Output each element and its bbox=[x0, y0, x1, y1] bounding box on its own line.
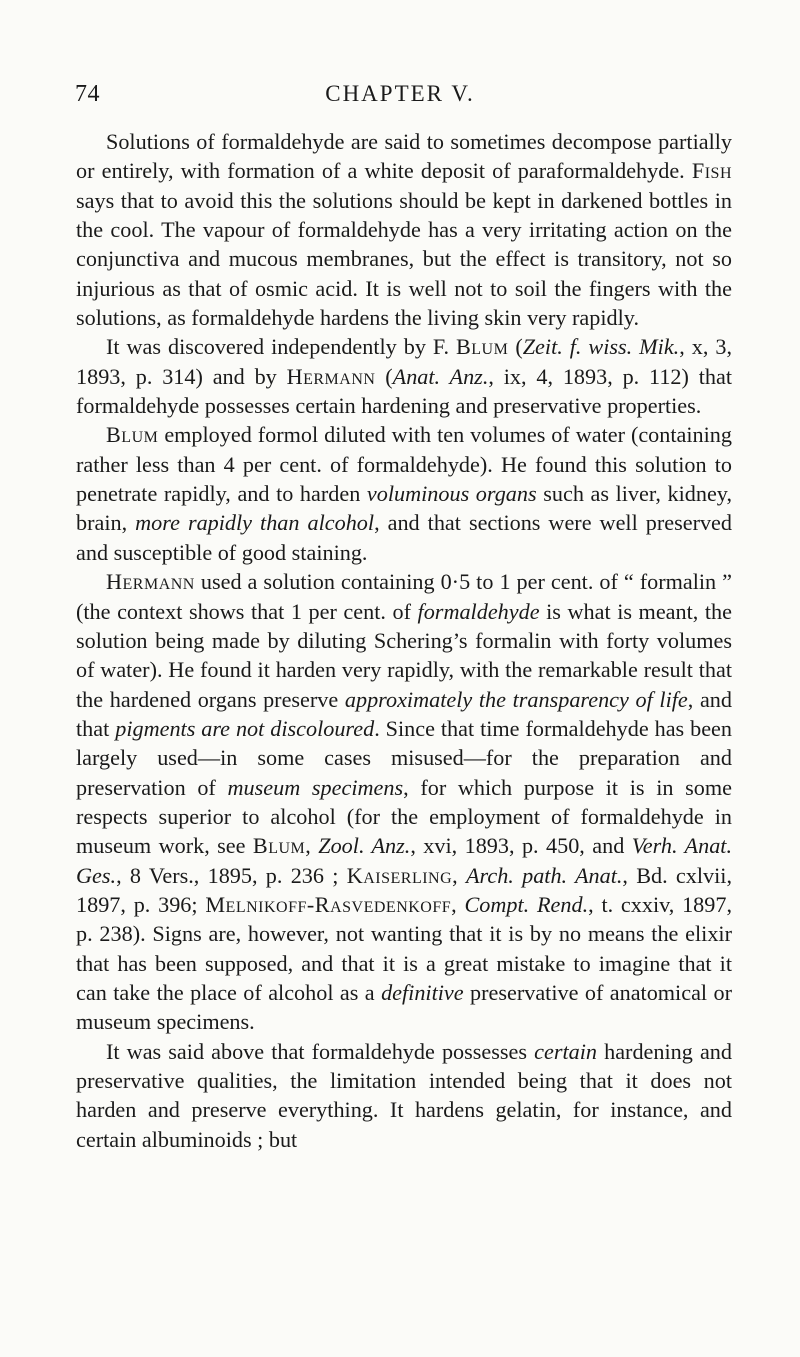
paragraph-1 bbox=[76, 127, 732, 332]
emphasis: more rapidly than alcohol bbox=[135, 510, 375, 536]
text-span: , x, 3, 1893, p. 314) and by bbox=[76, 334, 733, 389]
text-span: It was discovered independently by F. bbox=[106, 334, 456, 360]
emphasis: certain bbox=[534, 1038, 597, 1064]
author-name: Blum bbox=[455, 334, 509, 360]
text-span: such as liver, kidney, brain, bbox=[76, 481, 732, 536]
text-span: employed formol diluted with ten volumes of water (containing rather less than 4 per cent. of formaldehyde). He found this solution to penetrate rapidly, and to harden bbox=[76, 422, 732, 507]
paragraph-2 bbox=[76, 332, 732, 420]
journal-citation: Arch. path. Anat. bbox=[465, 862, 623, 888]
author-name: Blum bbox=[252, 833, 306, 859]
emphasis: voluminous organs bbox=[366, 481, 537, 507]
author-name: Fish bbox=[691, 158, 732, 184]
text-span: , bbox=[305, 833, 319, 859]
author-name: Hermann bbox=[106, 569, 195, 595]
text-span: Solutions of formaldehyde are said to sometimes decompose partially or entirely, with formation of a white deposit of paraformaldehyde. bbox=[76, 129, 732, 184]
journal-citation: Zeit. f. wiss. Mik. bbox=[522, 334, 680, 360]
paragraph-5 bbox=[76, 1037, 732, 1154]
running-head: CHAPTER V. bbox=[325, 81, 475, 106]
text-span: , bbox=[451, 891, 465, 917]
text-span: , and that bbox=[76, 686, 732, 741]
text-span: , 8 Vers., 1895, p. 236 ; bbox=[116, 862, 347, 888]
emphasis: museum specimens bbox=[227, 774, 404, 800]
text-span: , ix, 4, 1893, p. 112) that formaldehyde possesses certain hardening and preservative properties. bbox=[76, 363, 732, 419]
emphasis: pigments are not discoloured bbox=[115, 715, 375, 741]
text-span: preservative of anatomical or museum specimens. bbox=[76, 979, 732, 1035]
author-name: Blum bbox=[106, 422, 159, 448]
text-span: hardening and preservative qualities, the limitation intended being that it does not harden and preserve everything. It hardens gelatin, for instance, and certain albuminoids ; but bbox=[76, 1038, 732, 1152]
author-name: Melnikoff-Rasvedenkoff bbox=[205, 891, 452, 917]
journal-citation: Anat. Anz. bbox=[392, 363, 489, 389]
text-span: is what is meant, the solution being made by diluting Schering’s formalin with forty volumes of water). He found it harden very rapidly, with the remarkable result that the hardened organs preserve bbox=[76, 598, 732, 712]
paragraph-3 bbox=[76, 420, 732, 567]
journal-citation: Compt. Rend. bbox=[464, 891, 589, 917]
emphasis: definitive bbox=[381, 979, 464, 1005]
text-span: says that to avoid this the solutions should be kept in darkened bottles in the cool. The vapour of formaldehyde has a very irritating action on the conjunctiva and mucous membranes, but the effect is transitory, not so injurious as that of osmic acid. It is well not to soil the fingers with the solutions, as formaldehyde hardens the living skin very rapidly. bbox=[76, 187, 732, 331]
text-span: , Bd. cxlvii, 1897, p. 396; bbox=[76, 862, 733, 917]
text-span: , and that sections were well preserved and susceptible of good staining. bbox=[76, 510, 732, 565]
text-span: It was said above that formaldehyde possesses bbox=[106, 1038, 535, 1064]
text-span: . Since that time formaldehyde has been largely used—in some cases misused—for the preparation and preservation of bbox=[76, 715, 733, 800]
text-span: used a solution containing 0·5 to 1 per cent. of “ formalin ” (the context shows that 1 per cent. of bbox=[76, 569, 732, 624]
emphasis: formaldehyde bbox=[417, 598, 540, 624]
emphasis: approximately the transparency of life bbox=[344, 686, 688, 712]
author-name: Kaiserling bbox=[346, 862, 453, 888]
journal-citation: Zool. Anz. bbox=[318, 833, 411, 859]
text-span: , xvi, 1893, p. 450, and bbox=[410, 833, 632, 859]
page-body bbox=[76, 127, 732, 1154]
text-span: , t. cxxiv, 1897, p. 238). Signs are, however, not wanting that it is by no means the elixir that has been supposed, and that it is a great mistake to imagine that it can take the place of alcohol as a bbox=[76, 891, 733, 1005]
author-name: Hermann bbox=[286, 363, 376, 389]
journal-citation: Verh. Anat. Ges. bbox=[76, 833, 733, 888]
text-span: , bbox=[452, 862, 466, 888]
paragraph-4 bbox=[76, 567, 732, 1037]
text-span: ( bbox=[375, 363, 393, 389]
text-span: ( bbox=[508, 334, 523, 360]
page-header bbox=[0, 81, 800, 111]
text-span: , for which purpose it is in some respects superior to alcohol (for the employment of formaldehyde in museum work, see bbox=[76, 774, 732, 859]
page-number: 74 bbox=[75, 81, 100, 107]
